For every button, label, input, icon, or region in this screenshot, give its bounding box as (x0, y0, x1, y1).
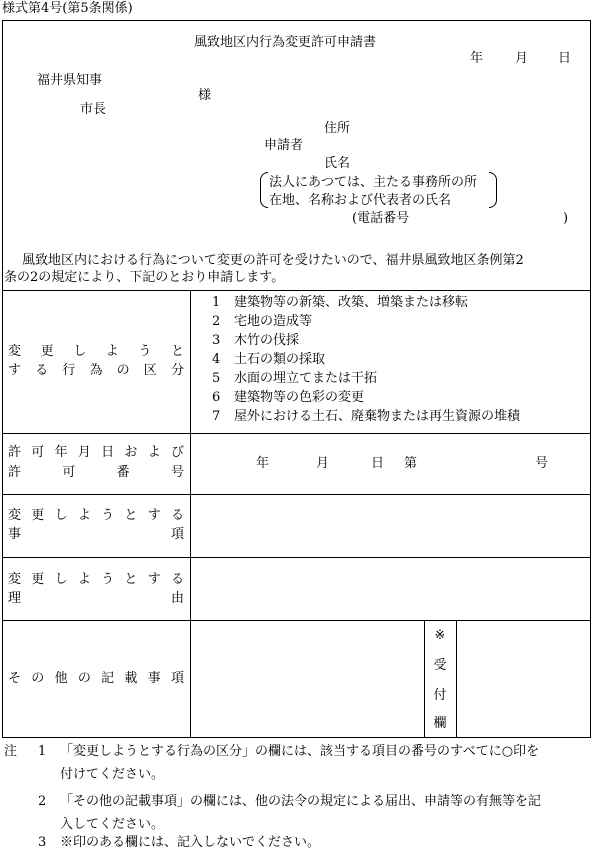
note-2-line2: 入してください。 (60, 817, 165, 832)
form-number: 様式第4号(第5条関係) (2, 1, 133, 16)
label-char: 由 (170, 591, 184, 606)
category-item (212, 410, 520, 423)
label-char: す (147, 572, 161, 587)
label-char: す (147, 508, 161, 523)
receipt-char: 受 (433, 658, 447, 673)
change-matter-label-line2 (8, 528, 184, 541)
category-label-line2 (8, 364, 184, 377)
addressee-honorific: 様 (198, 88, 212, 103)
date-month-label: 月 (515, 51, 529, 66)
applicant-name-label: 氏名 (324, 156, 351, 171)
label-char: 番 (116, 465, 130, 480)
label-char: 事 (8, 527, 22, 542)
label-char: 月 (77, 445, 91, 460)
item-number: 3 (212, 333, 221, 348)
intro-text-line2: 条の2の規定により、下記のとおり申請します。 (4, 270, 285, 285)
table-top-border (2, 290, 591, 291)
permit-label-line2 (8, 466, 184, 479)
receipt-char: 付 (433, 688, 447, 703)
receipt-char: ※ (434, 628, 446, 643)
other-matters-field[interactable] (196, 626, 418, 732)
label-char: よ (77, 508, 91, 523)
label-char: 変 (8, 508, 22, 523)
phone-close: ) (563, 211, 569, 226)
label-char: 許 (8, 465, 22, 480)
label-char: う (138, 344, 152, 359)
label-char: よ (147, 445, 161, 460)
intro-text-line1: 風致地区内における行為について変更の許可を受けたいので、福井県風致地区条例第2 (22, 253, 524, 268)
corp-note-line2: 在地、名称および代表者の氏名 (269, 193, 452, 208)
label-char: 許 (8, 445, 22, 460)
label-char: よ (77, 572, 91, 587)
label-char: と (124, 508, 138, 523)
receipt-left-divider (424, 620, 425, 737)
label-char: 項 (170, 671, 184, 686)
receipt-right-divider (456, 620, 457, 737)
label-char: る (170, 508, 184, 523)
label-char: び (170, 445, 184, 460)
notes-prefix: 注 (4, 744, 18, 759)
label-char: の (77, 671, 91, 686)
label-char: 行 (62, 363, 76, 378)
item-number: 6 (212, 390, 221, 405)
label-char: 他 (54, 671, 68, 686)
applicant-address-label: 住所 (324, 121, 351, 136)
label-char: 区 (143, 363, 157, 378)
label-char: す (8, 363, 22, 378)
corp-note-right-bracket (489, 172, 497, 208)
label-char: よ (105, 344, 119, 359)
change-reason-field[interactable] (196, 562, 586, 614)
label-char: 変 (8, 344, 22, 359)
addressee-governor: 福井県知事 (37, 73, 103, 88)
note-2-line1: 「その他の記載事項」の欄には、他の法令の規定による届出、申請等の有無等を記 (60, 794, 542, 809)
label-char: 為 (89, 363, 103, 378)
row-divider-3 (2, 557, 591, 558)
item-number: 5 (212, 371, 221, 386)
label-char: 更 (31, 508, 45, 523)
phone-label: (電話番号 (352, 211, 410, 226)
permit-day-label: 日 (371, 456, 385, 471)
note-number: 2 (38, 794, 47, 809)
label-char: 更 (40, 344, 54, 359)
label-column-divider (190, 290, 191, 737)
label-char: の (116, 363, 130, 378)
label-char: 事 (147, 671, 161, 686)
label-char: し (54, 508, 68, 523)
permit-month-label: 月 (316, 456, 330, 471)
category-item (212, 391, 364, 404)
addressee-mayor: 市長 (80, 102, 107, 117)
label-char: 号 (170, 465, 184, 480)
category-item (212, 296, 468, 309)
item-text: 建築物等の新築、改築、増築または移転 (234, 295, 469, 310)
label-char: る (35, 363, 49, 378)
category-item (212, 334, 299, 347)
item-number: 7 (212, 409, 221, 424)
label-char: 項 (170, 527, 184, 542)
label-char: 日 (101, 445, 115, 460)
permit-dai-label: 第 (404, 456, 418, 471)
item-text: 宅地の造成等 (234, 314, 313, 329)
corp-note-line1: 法人にあつては、主たる事務所の所 (269, 175, 478, 190)
category-item (212, 315, 312, 328)
receipt-char: 欄 (433, 716, 447, 731)
applicant-label: 申請者 (264, 138, 304, 153)
permit-go-label: 号 (535, 456, 549, 471)
item-text: 木竹の伐採 (234, 333, 300, 348)
note-number: 1 (38, 744, 47, 759)
item-number: 1 (212, 295, 221, 310)
label-char: の (31, 671, 45, 686)
label-char: と (170, 344, 184, 359)
date-day-label: 日 (558, 51, 572, 66)
label-char: し (54, 572, 68, 587)
category-item (212, 353, 325, 366)
label-char: う (101, 508, 115, 523)
label-char: お (124, 445, 138, 460)
label-char: と (124, 572, 138, 587)
row-divider-1 (2, 433, 591, 434)
form-title: 風致地区内行為変更許可申請書 (194, 35, 377, 50)
label-char: 年 (54, 445, 68, 460)
note-1-line2: 付けてください。 (60, 767, 165, 782)
label-char: 載 (124, 671, 138, 686)
change-matter-label-line1 (8, 509, 184, 522)
label-char: 可 (31, 445, 45, 460)
label-char: 変 (8, 572, 22, 587)
label-char: 理 (8, 591, 22, 606)
row-divider-4 (2, 620, 591, 621)
change-matter-field[interactable] (196, 500, 586, 552)
item-number: 4 (212, 352, 221, 367)
permit-label-line1 (8, 446, 184, 459)
item-text: 土石の類の採取 (234, 352, 326, 367)
row-divider-2 (2, 494, 591, 495)
item-text: 建築物等の色彩の変更 (234, 390, 365, 405)
change-reason-label-line2 (8, 592, 184, 605)
label-char: そ (8, 671, 22, 686)
permit-year-label: 年 (256, 456, 270, 471)
label-char: 分 (170, 363, 184, 378)
other-matters-label (8, 672, 184, 685)
change-reason-label-line1 (8, 573, 184, 586)
item-text: 水面の埋立てまたは干拓 (234, 371, 378, 386)
item-number: 2 (212, 314, 221, 329)
category-label-line1 (8, 345, 184, 358)
label-char: る (170, 572, 184, 587)
item-text: 屋外における土石、廃棄物または再生資源の堆積 (234, 409, 521, 424)
label-char: 可 (62, 465, 76, 480)
date-year-label: 年 (470, 51, 484, 66)
note-1-line1: 「変更しようとする行為の区分」の欄には、該当する項目の番号のすべてに○印を (60, 744, 540, 759)
category-item (212, 372, 377, 385)
note-number: 3 (38, 835, 47, 850)
corp-note-left-bracket (260, 172, 268, 208)
label-char: し (73, 344, 87, 359)
note-3-line1: ※印のある欄には、記入しないでください。 (60, 835, 321, 850)
label-char: 更 (31, 572, 45, 587)
label-char: う (101, 572, 115, 587)
label-char: 記 (101, 671, 115, 686)
